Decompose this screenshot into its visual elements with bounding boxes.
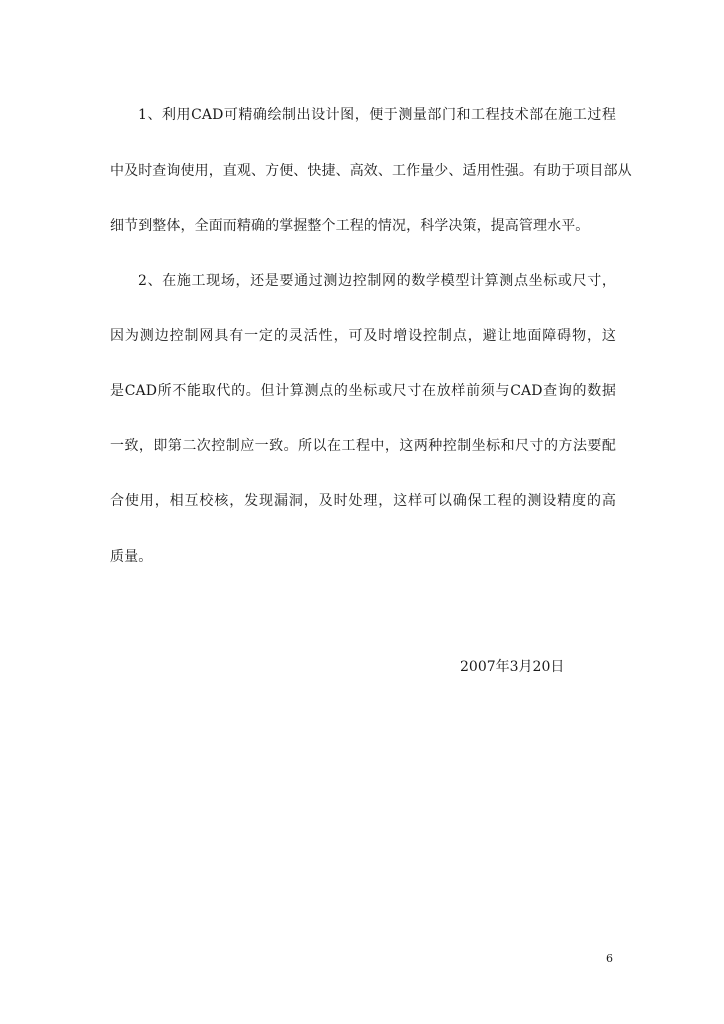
paragraph-2-line-4: 一致，即第二次控制应一致。所以在工程中，这两种控制坐标和尺寸的方法要配 (110, 438, 616, 454)
page-number: 6 (606, 952, 613, 965)
paragraph-1-line-1: 1、利用CAD可精确绘制出设计图，便于测量部门和工程技术部在施工过程 (138, 107, 616, 123)
document-date: 2007年3月20日 (460, 659, 565, 675)
paragraph-1-line-2: 中及时查询使用，直观、方便、快捷、高效、工作量少、适用性强。有助于项目部从 (110, 163, 632, 179)
paragraph-2-line-6: 质量。 (110, 549, 153, 565)
paragraph-2-line-1: 2、在施工现场，还是要通过测边控制网的数学模型计算测点坐标或尺寸， (138, 273, 616, 289)
paragraph-2-line-5: 合使用，相互校核，发现漏洞，及时处理，这样可以确保工程的测设精度的高 (110, 493, 616, 509)
paragraph-2-line-3: 是CAD所不能取代的。但计算测点的坐标或尺寸在放样前须与CAD查询的数据 (110, 383, 616, 399)
paragraph-2-line-2: 因为测边控制网具有一定的灵活性，可及时增设控制点，避让地面障碍物，这 (110, 328, 616, 344)
paragraph-1-line-3: 细节到整体，全面而精确的掌握整个工程的情况，科学决策，提高管理水平。 (110, 218, 590, 234)
